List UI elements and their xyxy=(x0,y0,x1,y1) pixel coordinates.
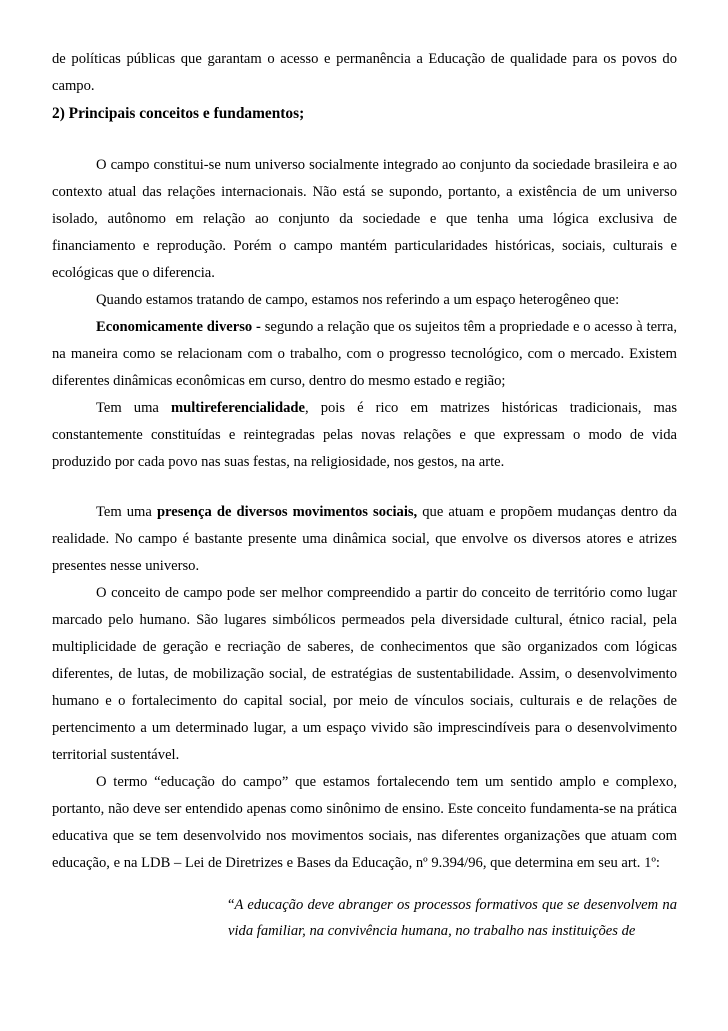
bold-term-multireferencialidade: multireferencialidade xyxy=(170,400,305,416)
paragraph-educacao-do-campo: O termo “educação do campo” que estamos fortalecendo tem um sentido amplo e complexo, portanto, não deve ser entendido apenas como sinônimo de ensino. Este conceito fundamenta-se na prática educativa que se tem desenvolvido nos movimentos sociais, nas diferentes organizações que atuam com educação, e na LDB – Lei de Diretrizes e Bases da Educação, nº 9.394/96, que determina em seu art. 1º: xyxy=(52,774,677,871)
paragraph-text: que atuam e propõem mudanças dentro da realidade. No campo é bastante presente uma dinâmica social, que envolve os diversos atores e atrizes presentes nesse universo. xyxy=(52,504,677,574)
paragraph-espaco-heterogeneo: Quando estamos tratando de campo, estamos nos referindo a um espaço heterogêneo que: xyxy=(96,292,620,308)
paragraph-text: Tem uma xyxy=(96,504,157,520)
paragraph-multireferencialidade xyxy=(52,395,677,476)
bold-term-movimentos-sociais: presença de diversos movimentos sociais, xyxy=(156,504,418,520)
paragraph-text: segundo a relação que os sujeitos têm a propriedade e o acesso à terra, na maneira como se relacionam com o trabalho, com o progresso tecnológico, com o mercado. Existem diferentes dinâmicas econômicas em curso, dentro do mesmo estado e região; xyxy=(52,319,677,389)
paragraph-text: , pois é rico em matrizes históricas tradicionais, mas constantemente constituídas e reintegradas pelas novas relações e que expressam o modo de vida produzido por cada povo nas suas festas, na religiosidade, nos gestos, na arte. xyxy=(52,400,677,470)
paragraph-movimentos-sociais xyxy=(52,499,677,580)
quote-text: A educação deve abranger os processos formativos que se desenvolvem na vida familiar, na convivência humana, no trabalho nas instituições de xyxy=(228,896,677,939)
bold-term-economicamente-diverso: Economicamente diverso - xyxy=(96,319,261,335)
paragraph-text: Tem uma xyxy=(96,400,171,416)
ldb-quote xyxy=(228,892,677,944)
paragraph-campo-universo: O campo constitui-se num universo socialmente integrado ao conjunto da sociedade brasileira e ao contexto atual das relações internacionais. Não está se supondo, portanto, a existência de um universo isolado, autônomo em relação ao conjunto da sociedade e que tenha uma lógica exclusiva de financiamento e reprodução. Porém o campo mantém particularidades históricas, sociais, culturais e ecológicas que o diferencia. xyxy=(52,157,677,281)
paragraph-conceito-territorio: O conceito de campo pode ser melhor compreendido a partir do conceito de território como lugar marcado pelo humano. São lugares simbólicos permeados pela diversidade cultural, étnico racial, pela multiplicidade de geração e recriação de saberes, de conhecimentos que são organizados com lógicas diferentes, de lutas, de mobilização social, de estratégias de sustentabilidade. Assim, o desenvolvimento humano e o fortalecimento do capital social, por meio de vínculos sociais, culturais e de relações de pertencimento a um determinado lugar, a um espaço vivido são imprescindíveis para o desenvolvimento territorial sustentável. xyxy=(52,585,677,763)
section-heading: 2) Principais conceitos e fundamentos; xyxy=(52,105,305,122)
quote-open-mark: “ xyxy=(228,896,235,913)
document-page xyxy=(52,46,677,958)
intro-paragraph: de políticas públicas que garantam o acesso e permanência a Educação de qualidade para os povos do campo. xyxy=(52,51,677,94)
paragraph-economicamente-diverso xyxy=(52,314,677,395)
